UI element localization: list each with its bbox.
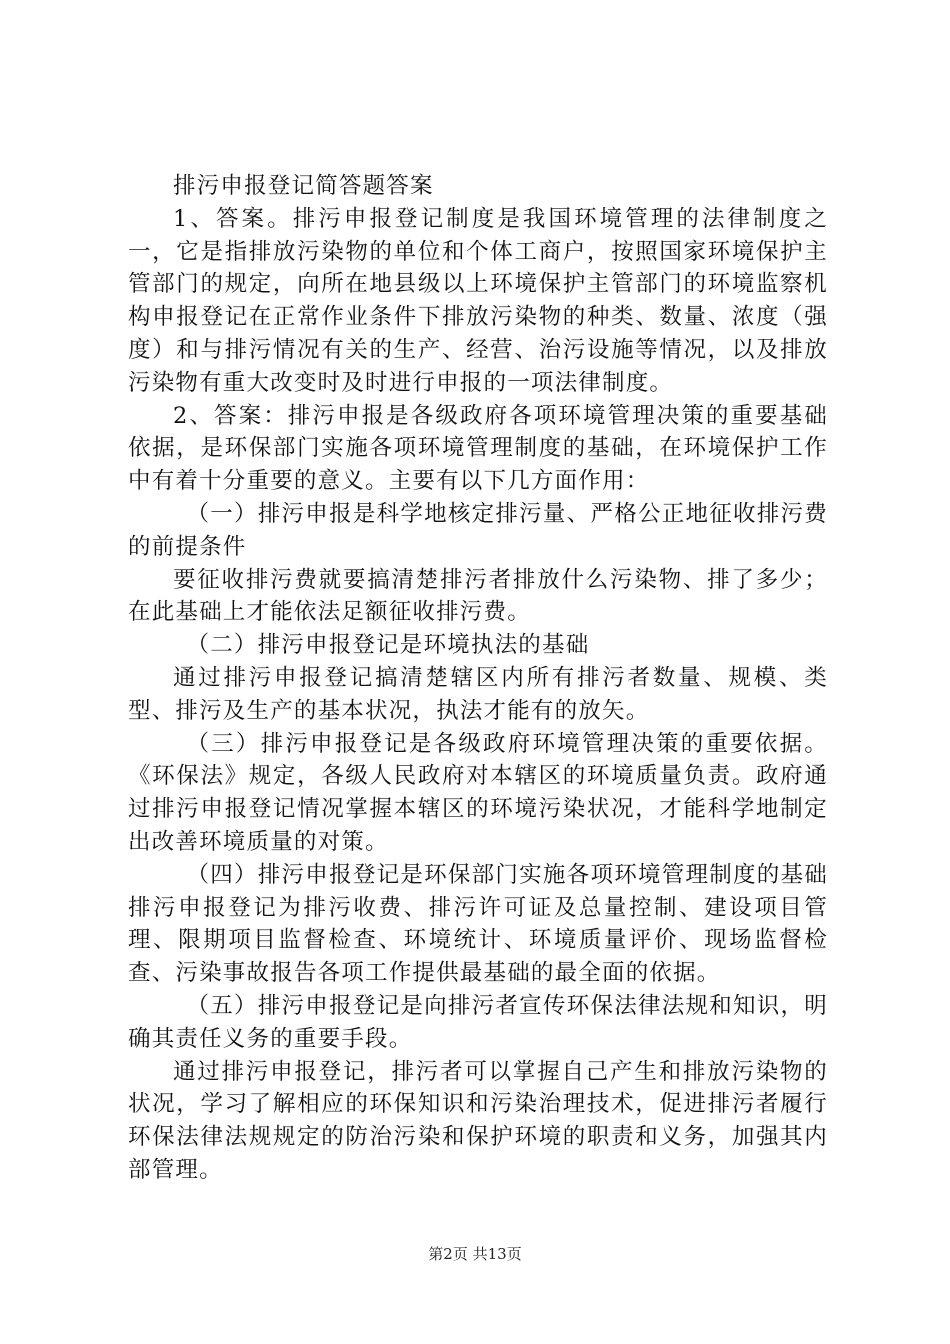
answer-2-paragraph: 2、答案：排污申报是各级政府各项环境管理决策的重要基础依据，是环保部门实施各项环境管理制度的基础，在环境保护工作中有着十分重要的意义。主要有以下几方面作用： (128, 402, 828, 495)
answer-1-paragraph: 1、答案。排污申报登记制度是我国环境管理的法律制度之一，它是指排放污染物的单位和个体工商户，按照国家环境保护主管部门的规定，向所在地县级以上环境保护主管部门的环境监察机构申报登记在正常作业条件下排放污染物的种类、数量、浓度（强度）和与排污情况有关的生产、经营、治污设施等情况，以及排放污染物有重大改变时及时进行申报的一项法律制度。 (128, 205, 828, 396)
point-1-heading: （一）排污申报是科学地核定排污量、严格公正地征收排污费的前提条件 (128, 500, 828, 560)
document-body (128, 170, 828, 1187)
point-1-body: 要征收排污费就要搞清楚排污者排放什么污染物、排了多少；在此基础上才能依法足额征收排污费。 (128, 566, 828, 626)
page-number-footer: 第2页 共13页 (428, 1245, 522, 1263)
document-title: 排污申报登记简答题答案 (173, 173, 434, 199)
point-2-heading: （二）排污申报登记是环境执法的基础 (186, 632, 590, 659)
point-3-paragraph: （三）排污申报登记是各级政府环境管理决策的重要依据。《环保法》规定，各级人民政府对本辖区的环境质量负责。政府通过排污申报登记情况掌握本辖区的环境污染状况，才能科学地制定出改善环境质量的对策。 (128, 730, 828, 855)
point-2-body: 通过排污申报登记搞清楚辖区内所有排污者数量、规模、类型、排污及生产的基本状况，执法才能有的放矢。 (128, 664, 828, 724)
point-5-body: 通过排污申报登记，排污者可以掌握自己产生和排放污染物的状况，学习了解相应的环保知识和污染治理技术，促进排污者履行环保法律法规规定的防治污染和保护环境的职责和义务，加强其内部管理。 (128, 1058, 828, 1183)
point-4-paragraph: （四）排污申报登记是环保部门实施各项环境管理制度的基础排污申报登记为排污收费、排污许可证及总量控制、建设项目管理、限期项目监督检查、环境统计、环境质量评价、现场监督检查、污染事故报告各项工作提供最基础的最全面的依据。 (128, 861, 828, 987)
point-5-heading: （五）排污申报登记是向排污者宣传环保法律法规和知识，明确其责任义务的重要手段。 (128, 992, 828, 1052)
